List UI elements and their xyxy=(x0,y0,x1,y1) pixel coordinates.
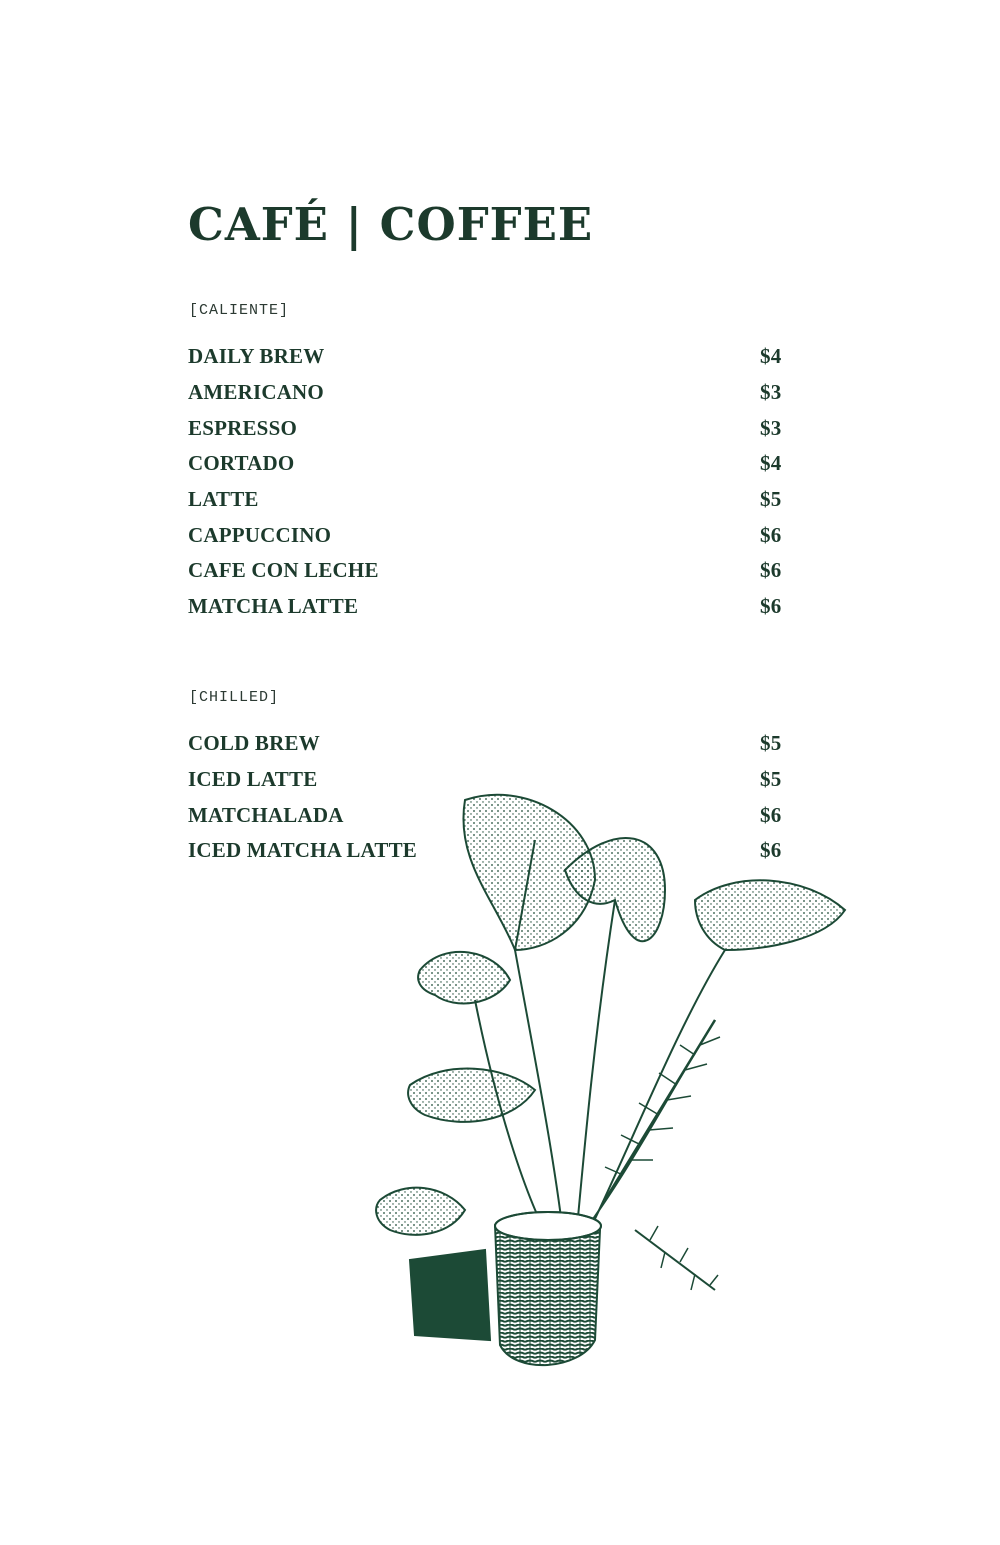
menu-item xyxy=(188,410,788,446)
item-price: $6 xyxy=(760,522,782,547)
item-price: $5 xyxy=(760,487,782,512)
menu-item xyxy=(188,517,788,553)
item-name: MATCHA LATTE xyxy=(188,594,359,619)
menu-title: CAFÉ | COFFEE xyxy=(188,198,594,251)
item-name: AMERICANO xyxy=(188,380,324,405)
item-name: COLD BREW xyxy=(188,731,320,756)
menu-item xyxy=(188,589,788,625)
item-name: CAFE CON LECHE xyxy=(188,558,379,583)
section-label-caliente: [CALIENTE] xyxy=(189,302,290,319)
menu-item xyxy=(188,446,788,482)
item-price: $4 xyxy=(760,451,782,476)
item-price: $3 xyxy=(760,415,782,440)
item-name: DAILY BREW xyxy=(188,344,325,369)
menu-item xyxy=(188,339,788,375)
caliente-item-list xyxy=(188,339,788,625)
item-price: $5 xyxy=(760,731,782,756)
item-name: CAPPUCCINO xyxy=(188,522,332,547)
item-price: $6 xyxy=(760,838,782,863)
menu-item xyxy=(188,726,788,762)
item-name: CORTADO xyxy=(188,451,295,476)
potted-plants-illustration xyxy=(365,780,865,1380)
menu-item xyxy=(188,553,788,589)
item-price: $6 xyxy=(760,558,782,583)
item-price: $3 xyxy=(760,380,782,405)
section-label-chilled: [CHILLED] xyxy=(189,689,280,706)
item-name: MATCHALADA xyxy=(188,802,344,827)
item-name: ICED MATCHA LATTE xyxy=(188,838,417,863)
item-price: $6 xyxy=(760,802,782,827)
menu-item xyxy=(188,375,788,411)
item-price: $4 xyxy=(760,344,782,369)
item-name: LATTE xyxy=(188,487,259,512)
item-price: $5 xyxy=(760,767,782,792)
item-price: $6 xyxy=(760,594,782,619)
item-name: ESPRESSO xyxy=(188,415,297,440)
item-name: ICED LATTE xyxy=(188,767,318,792)
menu-item xyxy=(188,482,788,518)
